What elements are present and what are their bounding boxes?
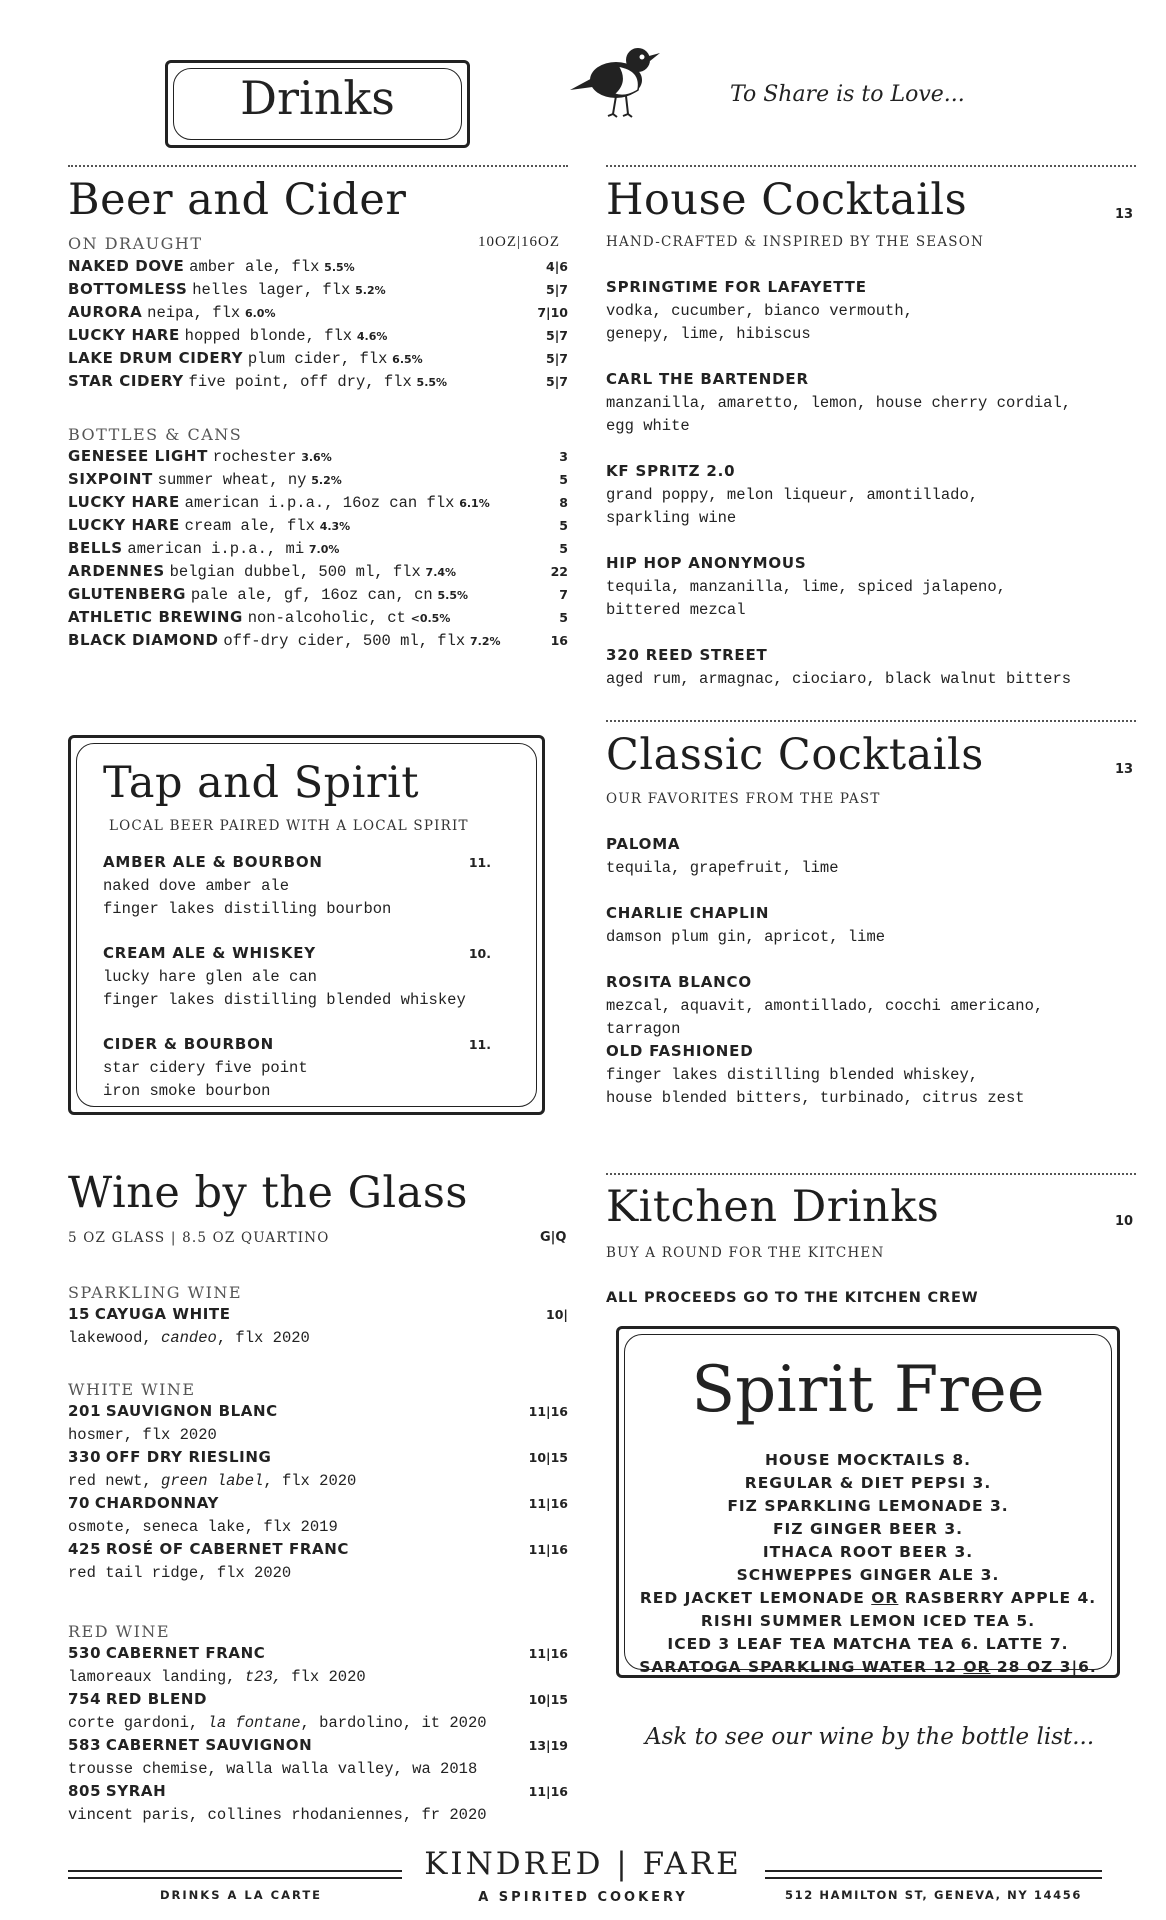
cocktail-ingredients-cont: genepy, lime, hibiscus xyxy=(606,325,811,343)
spirit-free-item-text: RISHI SUMMER LEMON ICED TEA 5. xyxy=(700,1612,1036,1630)
wine-item xyxy=(68,1540,349,1558)
beer-name: BLACK DIAMOND xyxy=(68,631,219,649)
cocktail-ingredients: tequila, manzanilla, lime, spiced jalapeno, xyxy=(606,578,1006,596)
beer-item xyxy=(68,349,423,368)
cocktail-ingredients-cont: bittered mezcal xyxy=(606,601,746,619)
spirit-free-item xyxy=(619,1495,1117,1518)
beer-item xyxy=(68,326,387,345)
beer-name: LUCKY HARE xyxy=(68,326,180,344)
wine-price: 10|15 xyxy=(528,1450,568,1465)
beer-abv: 6.1% xyxy=(459,497,490,510)
beer-desc: plum cider, flx xyxy=(247,350,388,368)
wine-producer: lamoreaux landing, xyxy=(68,1668,245,1686)
wine-subheading: 5 OZ GLASS | 8.5 OZ QUARTINO xyxy=(68,1230,330,1246)
wine-desc xyxy=(68,1759,477,1778)
wine-desc xyxy=(68,1471,356,1490)
spirit-free-item xyxy=(619,1449,1117,1472)
wine-producer: osmote, seneca lake, flx 2019 xyxy=(68,1518,338,1536)
beer-abv: 7.2% xyxy=(470,635,501,648)
beer-desc: american i.p.a., mi xyxy=(127,540,305,558)
divider xyxy=(606,720,1136,722)
wine-price: 10| xyxy=(546,1307,568,1322)
wine-name: ROSÉ OF CABERNET FRANC xyxy=(105,1540,349,1558)
cocktail-name: KF SPRITZ 2.0 xyxy=(606,462,736,480)
beer-item xyxy=(68,280,386,299)
tap-item-beer: naked dove amber ale xyxy=(103,877,290,895)
spirit-free-item xyxy=(619,1564,1117,1587)
beer-name: ATHLETIC BREWING xyxy=(68,608,243,626)
divider xyxy=(606,1173,1136,1175)
wine-desc xyxy=(68,1713,487,1732)
wine-item xyxy=(68,1448,271,1466)
beer-price: 22 xyxy=(550,564,568,579)
wine-desc xyxy=(68,1425,217,1444)
beer-abv: <0.5% xyxy=(410,612,451,625)
beer-name: GLUTENBERG xyxy=(68,585,187,603)
beer-item xyxy=(68,608,450,627)
cocktail-ingredients: finger lakes distilling blended whiskey, xyxy=(606,1066,979,1084)
brand-tagline: A SPIRITED COOKERY xyxy=(478,1890,688,1905)
draught-sizes: 10OZ|16OZ xyxy=(478,234,560,250)
tap-item-beer: lucky hare glen ale can xyxy=(103,968,317,986)
wine-name: SAUVIGNON BLANC xyxy=(105,1402,278,1420)
beer-name: NAKED DOVE xyxy=(68,257,185,275)
wine-bin: 201 xyxy=(68,1402,102,1420)
beer-name: LUCKY HARE xyxy=(68,516,180,534)
beer-price: 3 xyxy=(559,449,568,464)
wine-cuvee: la fontane xyxy=(207,1714,301,1732)
beer-abv: 7.0% xyxy=(308,543,340,556)
spirit-free-item-text: ICED 3 LEAF TEA MATCHA TEA 6. LATTE 7. xyxy=(667,1635,1069,1653)
beer-price: 5 xyxy=(559,610,568,625)
beer-price: 5|7 xyxy=(546,374,568,389)
wine-name: CABERNET FRANC xyxy=(105,1644,266,1662)
beer-name: AURORA xyxy=(68,303,143,321)
classic-heading: Classic Cocktails xyxy=(606,730,984,780)
beer-desc: helles lager, flx xyxy=(192,281,351,299)
beer-desc: american i.p.a., 16oz can flx xyxy=(184,494,455,512)
wine-producer: red newt, xyxy=(68,1472,162,1490)
spirit-free-item-text: ITHACA ROOT BEER 3. xyxy=(762,1543,974,1561)
beer-desc: five point, off dry, flx xyxy=(188,373,412,391)
spirit-free-item xyxy=(619,1587,1117,1610)
cocktail-name: CARL THE BARTENDER xyxy=(606,370,809,388)
beer-name: BELLS xyxy=(68,539,123,557)
beer-abv: 5.5% xyxy=(416,376,448,389)
spirit-free-item xyxy=(619,1541,1117,1564)
cocktail-name: HIP HOP ANONYMOUS xyxy=(606,554,807,572)
wine-price: 11|16 xyxy=(528,1784,568,1799)
wine-producer: lakewood, xyxy=(68,1329,162,1347)
wine-price: 10|15 xyxy=(528,1692,568,1707)
wine-desc xyxy=(68,1328,310,1347)
beer-desc: summer wheat, ny xyxy=(157,471,307,489)
divider xyxy=(68,165,568,167)
sparkling-label: SPARKLING WINE xyxy=(68,1283,243,1302)
house-price: 13 xyxy=(1115,207,1134,222)
cocktail-name: 320 REED STREET xyxy=(606,646,768,664)
beer-price: 5|7 xyxy=(546,351,568,366)
beer-abv: 3.6% xyxy=(301,451,332,464)
beer-name: BOTTOMLESS xyxy=(68,280,188,298)
cocktail-name: ROSITA BLANCO xyxy=(606,973,752,991)
beer-abv: 5.5% xyxy=(437,589,469,602)
page-title: Drinks xyxy=(240,71,395,125)
beer-abv: 6.0% xyxy=(244,307,276,320)
wine-desc xyxy=(68,1805,487,1824)
spirit-free-item xyxy=(619,1633,1117,1656)
beer-name: LAKE DRUM CIDERY xyxy=(68,349,244,367)
wine-item xyxy=(68,1690,207,1708)
wine-item xyxy=(68,1402,278,1420)
spirit-free-item-text: SARATOGA SPARKLING WATER 12 xyxy=(639,1658,964,1676)
beer-desc: neipa, flx xyxy=(147,304,241,322)
drinks-title-frame xyxy=(165,60,470,148)
cocktail-name: OLD FASHIONED xyxy=(606,1042,754,1060)
wine-producer: corte gardoni, xyxy=(68,1714,208,1732)
wine-heading: Wine by the Glass xyxy=(68,1168,468,1218)
beer-item xyxy=(68,447,332,466)
beer-desc: pale ale, gf, 16oz can, cn xyxy=(190,586,433,604)
beer-price: 5 xyxy=(559,472,568,487)
footer-address: 512 HAMILTON ST, GENEVA, NY 14456 xyxy=(785,1888,1082,1902)
kitchen-note: ALL PROCEEDS GO TO THE KITCHEN CREW xyxy=(606,1290,979,1306)
beer-price: 5|7 xyxy=(546,282,568,297)
beer-heading: Beer and Cider xyxy=(68,175,407,225)
beer-item xyxy=(68,516,350,535)
cocktail-ingredients-cont: tarragon xyxy=(606,1020,681,1038)
spirit-free-box xyxy=(616,1326,1120,1678)
cocktail-ingredients: grand poppy, melon liqueur, amontillado, xyxy=(606,486,979,504)
spirit-free-item-text: FIZ GINGER BEER 3. xyxy=(772,1520,964,1538)
tagline: To Share is to Love... xyxy=(730,82,965,107)
beer-item xyxy=(68,470,342,489)
beer-item xyxy=(68,562,456,581)
cocktail-name: CHARLIE CHAPLIN xyxy=(606,904,770,922)
spirit-free-item xyxy=(619,1610,1117,1633)
wine-price: 11|16 xyxy=(528,1496,568,1511)
wine-region: , bardolino, it 2020 xyxy=(300,1714,487,1732)
classic-price: 13 xyxy=(1115,762,1134,777)
wine-bin: 754 xyxy=(68,1690,102,1708)
beer-desc: off-dry cider, 500 ml, flx xyxy=(223,632,466,650)
spirit-free-heading: Spirit Free xyxy=(691,1353,1045,1427)
wine-name: OFF DRY RIESLING xyxy=(105,1448,272,1466)
beer-name: GENESEE LIGHT xyxy=(68,447,208,465)
wine-price: 11|16 xyxy=(528,1542,568,1557)
wine-item xyxy=(68,1736,312,1754)
tap-item-name: AMBER ALE & BOURBON xyxy=(103,853,323,871)
bird-icon xyxy=(566,40,668,120)
wine-cuvee: green label xyxy=(161,1472,264,1490)
beer-name: LUCKY HARE xyxy=(68,493,180,511)
wine-desc xyxy=(68,1517,338,1536)
spirit-free-item-text: RASBERRY APPLE 4. xyxy=(898,1589,1097,1607)
brand-logo: KINDRED | FARE xyxy=(424,1846,742,1882)
wine-name: CHARDONNAY xyxy=(94,1494,219,1512)
wine-bin: 530 xyxy=(68,1644,102,1662)
wine-item xyxy=(68,1644,265,1662)
beer-desc: non-alcoholic, ct xyxy=(247,609,406,627)
wine-cuvee: t23, xyxy=(244,1668,282,1686)
kitchen-price: 10 xyxy=(1115,1214,1134,1229)
draught-label: ON DRAUGHT xyxy=(68,234,203,253)
house-subheading: HAND-CRAFTED & INSPIRED BY THE SEASON xyxy=(606,234,984,250)
wine-item xyxy=(68,1494,219,1512)
wine-bin: 15 xyxy=(68,1305,91,1323)
beer-abv: 6.5% xyxy=(392,353,423,366)
tap-item-price: 11. xyxy=(468,1037,491,1052)
beer-abv: 5.2% xyxy=(311,474,342,487)
wine-bin: 583 xyxy=(68,1736,102,1754)
wine-region: , flx 2020 xyxy=(216,1329,310,1347)
beer-item xyxy=(68,493,490,512)
cocktail-ingredients: tequila, grapefruit, lime xyxy=(606,859,839,877)
wine-name: CABERNET SAUVIGNON xyxy=(105,1736,313,1754)
footer-left: DRINKS A LA CARTE xyxy=(160,1888,323,1902)
wine-price: 13|19 xyxy=(528,1738,568,1753)
spirit-free-item xyxy=(619,1518,1117,1541)
classic-subheading: OUR FAVORITES FROM THE PAST xyxy=(606,791,881,807)
tap-and-spirit-box xyxy=(68,735,545,1115)
red-label: RED WINE xyxy=(68,1622,171,1641)
spirit-free-item-text: RED JACKET LEMONADE xyxy=(639,1589,872,1607)
beer-item xyxy=(68,585,468,604)
beer-item xyxy=(68,372,447,391)
wine-producer: vincent paris, collines rhodaniennes, fr 2020 xyxy=(68,1806,487,1824)
beer-name: SIXPOINT xyxy=(68,470,153,488)
cocktail-ingredients: manzanilla, amaretto, lemon, house cherry cordial, xyxy=(606,394,1072,412)
wine-sizes: G|Q xyxy=(540,1230,567,1245)
wine-producer: hosmer, flx 2020 xyxy=(68,1426,217,1444)
spirit-free-item-text: FIZ SPARKLING LEMONADE 3. xyxy=(727,1497,1009,1515)
spirit-free-item xyxy=(619,1656,1117,1679)
spirit-free-item-text: REGULAR & DIET PEPSI 3. xyxy=(744,1474,992,1492)
beer-desc: belgian dubbel, 500 ml, flx xyxy=(169,563,421,581)
beer-abv: 5.2% xyxy=(355,284,386,297)
wine-name: RED BLEND xyxy=(105,1690,208,1708)
beer-price: 7 xyxy=(559,587,568,602)
white-label: WHITE WINE xyxy=(68,1380,196,1399)
wine-producer: red tail ridge, flx 2020 xyxy=(68,1564,292,1582)
beer-price: 16 xyxy=(550,633,568,648)
tap-item-spirit: finger lakes distilling bourbon xyxy=(103,900,392,918)
wine-bin: 425 xyxy=(68,1540,102,1558)
wine-desc xyxy=(68,1563,291,1582)
tap-heading: Tap and Spirit xyxy=(103,758,420,808)
house-heading: House Cocktails xyxy=(606,175,968,225)
tap-item-name: CREAM ALE & WHISKEY xyxy=(103,944,316,962)
tap-item-name: CIDER & BOURBON xyxy=(103,1035,275,1053)
beer-abv: 7.4% xyxy=(425,566,457,579)
wine-desc xyxy=(68,1667,366,1686)
tap-item-price: 11. xyxy=(468,855,491,870)
cocktail-ingredients-cont: sparkling wine xyxy=(606,509,737,527)
spirit-free-item-text: SCHWEPPES GINGER ALE 3. xyxy=(736,1566,1000,1584)
wine-price: 11|16 xyxy=(528,1404,568,1419)
wine-bottle-note: Ask to see our wine by the bottle list... xyxy=(645,1724,1095,1750)
beer-price: 8 xyxy=(559,495,568,510)
cocktail-name: SPRINGTIME FOR LAFAYETTE xyxy=(606,278,867,296)
spirit-free-item-text: 28 OZ 3|6. xyxy=(990,1658,1097,1676)
tap-subheading: LOCAL BEER PAIRED WITH A LOCAL SPIRIT xyxy=(109,818,469,834)
cocktail-ingredients: vodka, cucumber, bianco vermouth, xyxy=(606,302,913,320)
spirit-free-or: OR xyxy=(871,1589,899,1607)
wine-cuvee: candeo xyxy=(161,1329,217,1347)
tap-item-spirit: iron smoke bourbon xyxy=(103,1082,271,1100)
wine-name: SYRAH xyxy=(105,1782,167,1800)
wine-region: , flx 2020 xyxy=(263,1472,357,1490)
beer-item xyxy=(68,631,501,650)
spirit-free-item-text: HOUSE MOCKTAILS 8. xyxy=(764,1451,972,1469)
beer-item xyxy=(68,257,355,276)
cocktail-ingredients: aged rum, armagnac, ciociaro, black walnut bitters xyxy=(606,670,1072,688)
beer-item xyxy=(68,539,339,558)
beer-name: STAR CIDERY xyxy=(68,372,184,390)
wine-bin: 805 xyxy=(68,1782,102,1800)
spirit-free-or: OR xyxy=(963,1658,991,1676)
wine-producer: trousse chemise, walla walla valley, wa 2018 xyxy=(68,1760,478,1778)
beer-desc: rochester xyxy=(212,448,297,466)
tap-item-spirit: finger lakes distilling blended whiskey xyxy=(103,991,466,1009)
cocktail-name: PALOMA xyxy=(606,835,681,853)
wine-bin: 330 xyxy=(68,1448,102,1466)
beer-item xyxy=(68,303,275,322)
tap-item-price: 10. xyxy=(468,946,491,961)
beer-desc: amber ale, flx xyxy=(189,258,320,276)
wine-bin: 70 xyxy=(68,1494,91,1512)
beer-abv: 5.5% xyxy=(324,261,355,274)
cocktail-ingredients-cont: egg white xyxy=(606,417,690,435)
bottles-label: BOTTLES & CANS xyxy=(68,425,243,444)
kitchen-subheading: BUY A ROUND FOR THE KITCHEN xyxy=(606,1245,885,1261)
beer-desc: hopped blonde, flx xyxy=(184,327,353,345)
beer-price: 5 xyxy=(559,541,568,556)
wine-item xyxy=(68,1305,231,1323)
beer-desc: cream ale, flx xyxy=(184,517,315,535)
kitchen-heading: Kitchen Drinks xyxy=(606,1182,940,1232)
wine-item xyxy=(68,1782,166,1800)
wine-name: CAYUGA WHITE xyxy=(94,1305,231,1323)
beer-abv: 4.3% xyxy=(319,520,351,533)
beer-price: 5|7 xyxy=(546,328,568,343)
wine-price: 11|16 xyxy=(528,1646,568,1661)
spirit-free-item xyxy=(619,1472,1117,1495)
beer-price: 5 xyxy=(559,518,568,533)
beer-abv: 4.6% xyxy=(356,330,388,343)
beer-price: 4|6 xyxy=(546,259,568,274)
beer-price: 7|10 xyxy=(537,305,568,320)
divider xyxy=(606,165,1136,167)
cocktail-ingredients: mezcal, aquavit, amontillado, cocchi americano, xyxy=(606,997,1044,1015)
beer-name: ARDENNES xyxy=(68,562,165,580)
spirit-free-list xyxy=(619,1449,1117,1679)
tap-item-beer: star cidery five point xyxy=(103,1059,308,1077)
cocktail-ingredients: damson plum gin, apricot, lime xyxy=(606,928,886,946)
wine-region: flx 2020 xyxy=(281,1668,366,1686)
cocktail-ingredients-cont: house blended bitters, turbinado, citrus zest xyxy=(606,1089,1025,1107)
